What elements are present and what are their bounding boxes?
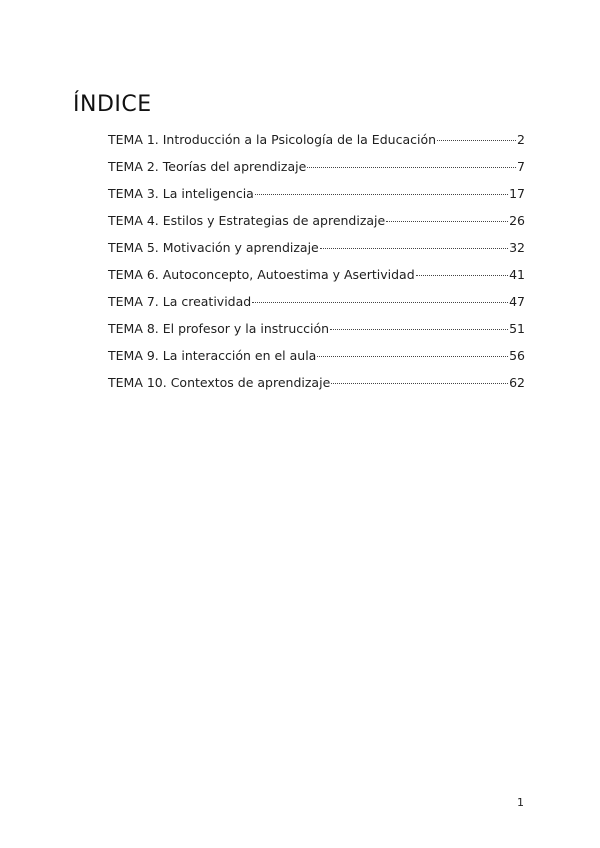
toc-entry-label: TEMA 4. Estilos y Estrategias de aprendizaje bbox=[108, 213, 386, 228]
toc-entry-page: 32 bbox=[509, 240, 525, 255]
toc-entry-page: 62 bbox=[509, 375, 525, 390]
toc-entry-page: 2 bbox=[517, 132, 525, 147]
index-title: ÍNDICE bbox=[73, 92, 152, 117]
toc-entry-page: 17 bbox=[509, 186, 525, 201]
toc-entry-label: TEMA 8. El profesor y la instrucción bbox=[108, 321, 330, 336]
toc-entry-label: TEMA 5. Motivación y aprendizaje bbox=[108, 240, 319, 255]
toc-entry bbox=[108, 265, 525, 292]
toc-entry bbox=[108, 292, 525, 319]
toc-dot-leader bbox=[320, 248, 508, 249]
toc-entry-label: TEMA 2. Teorías del aprendizaje bbox=[108, 159, 307, 174]
toc-entry-label: TEMA 3. La inteligencia bbox=[108, 186, 254, 201]
table-of-contents bbox=[108, 130, 525, 400]
toc-dot-leader bbox=[386, 221, 508, 222]
toc-entry-page: 41 bbox=[509, 267, 525, 282]
toc-dot-leader bbox=[255, 194, 508, 195]
toc-entry-page: 26 bbox=[509, 213, 525, 228]
toc-entry-label: TEMA 1. Introducción a la Psicología de la Educación bbox=[108, 132, 437, 147]
toc-entry bbox=[108, 184, 525, 211]
toc-entry bbox=[108, 211, 525, 238]
toc-entry-label: TEMA 7. La creatividad bbox=[108, 294, 252, 309]
toc-entry bbox=[108, 373, 525, 400]
toc-entry-page: 56 bbox=[509, 348, 525, 363]
toc-dot-leader bbox=[330, 329, 508, 330]
toc-dot-leader bbox=[317, 356, 508, 357]
toc-entry bbox=[108, 130, 525, 157]
toc-dot-leader bbox=[437, 140, 516, 141]
toc-entry bbox=[108, 319, 525, 346]
toc-entry-page: 47 bbox=[509, 294, 525, 309]
page-number: 1 bbox=[517, 796, 524, 809]
toc-dot-leader bbox=[331, 383, 508, 384]
toc-entry-label: TEMA 10. Contextos de aprendizaje bbox=[108, 375, 331, 390]
toc-entry-page: 51 bbox=[509, 321, 525, 336]
toc-entry bbox=[108, 346, 525, 373]
toc-dot-leader bbox=[416, 275, 508, 276]
toc-entry-label: TEMA 6. Autoconcepto, Autoestima y Asertividad bbox=[108, 267, 415, 282]
toc-entry-label: TEMA 9. La interacción en el aula bbox=[108, 348, 317, 363]
toc-dot-leader bbox=[307, 167, 516, 168]
toc-entry bbox=[108, 157, 525, 184]
toc-entry-page: 7 bbox=[517, 159, 525, 174]
toc-entry bbox=[108, 238, 525, 265]
toc-dot-leader bbox=[252, 302, 508, 303]
